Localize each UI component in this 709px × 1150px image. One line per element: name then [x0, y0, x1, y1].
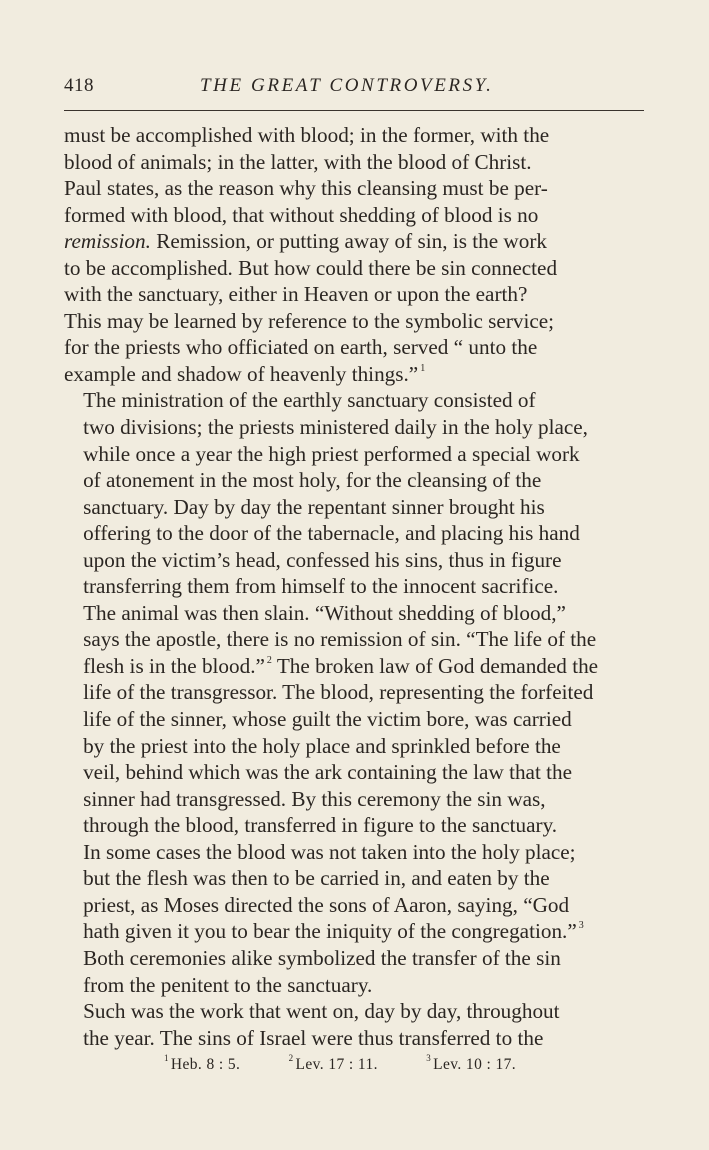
text-line: the year. The sins of Israel were thus transferred to the	[83, 1025, 544, 1050]
text-line: life of the transgressor. The blood, representing the forfeited	[83, 680, 594, 705]
text-line: Such was the work that went on, day by day, throughout	[83, 999, 560, 1024]
text-line	[64, 918, 647, 945]
text-line: with the sanctuary, either in Heaven or upon the earth?	[64, 282, 528, 307]
footnotes	[164, 1053, 560, 1074]
page-number: 418	[64, 75, 94, 96]
text-run: The broken law of God demanded the	[271, 653, 599, 678]
header-rule	[64, 110, 644, 111]
text-line: offering to the door of the tabernacle, and placing his hand	[83, 521, 580, 546]
text-line: veil, behind which was the ark containing the law that the	[83, 760, 573, 785]
running-header	[64, 75, 644, 105]
text-line: This may be learned by reference to the symbolic service;	[64, 308, 555, 333]
text-line	[64, 228, 647, 255]
footnote-marker[interactable]: 1	[420, 362, 426, 374]
text-line: by the priest into the holy place and sprinkled before the	[83, 733, 561, 758]
footnote	[426, 1053, 517, 1074]
text-line: priest, as Moses directed the sons of Aaron, saying, “God	[83, 892, 570, 917]
text-run: hath given it you to bear the iniquity of the congregation.”	[83, 919, 577, 944]
running-title: THE GREAT CONTROVERSY.	[200, 75, 494, 96]
text-line: while once a year the high priest performed a special work	[83, 441, 580, 466]
text-run: example and shadow of heavenly things.”	[64, 361, 419, 386]
text-line: The animal was then slain. “Without shedding of blood,”	[83, 600, 566, 625]
footnote-number: 3	[426, 1053, 432, 1063]
paragraph	[64, 122, 647, 387]
text-line: two divisions; the priests ministered daily in the holy place,	[83, 415, 588, 440]
text-run: flesh is in the blood.”	[83, 653, 265, 678]
text-line: of atonement in the most holy, for the cleansing of the	[83, 468, 542, 493]
italic-term: remission.	[64, 229, 151, 254]
text-line: but the flesh was then to be carried in, and eaten by the	[83, 866, 550, 891]
text-line: In some cases the blood was not taken into the holy place;	[83, 839, 576, 864]
text-line: sinner had transgressed. By this ceremony the sin was,	[83, 786, 546, 811]
text-line	[64, 653, 647, 680]
text-line: to be accomplished. But how could there be sin connected	[64, 255, 558, 280]
text-line: from the penitent to the sanctuary.	[83, 972, 373, 997]
text-line: says the apostle, there is no remission of sin. “The life of the	[83, 627, 597, 652]
footnote	[288, 1053, 378, 1074]
text-line: formed with blood, that without shedding of blood is no	[64, 202, 539, 227]
text-line: The ministration of the earthly sanctuary consisted of	[83, 388, 536, 413]
body-text	[64, 122, 647, 1051]
paragraph	[64, 998, 647, 1051]
text-line: transferring them from himself to the innocent sacrifice.	[83, 574, 559, 599]
text-line: through the blood, transferred in figure to the sanctuary.	[83, 813, 558, 838]
text-line: Both ceremonies alike symbolized the transfer of the sin	[83, 945, 561, 970]
text-line: sanctuary. Day by day the repentant sinner brought his	[83, 494, 545, 519]
text-line: for the priests who officiated on earth, served “ unto the	[64, 335, 538, 360]
text-line: Paul states, as the reason why this cleansing must be per-	[64, 176, 548, 201]
footnote-number: 2	[288, 1053, 294, 1063]
text-line: must be accomplished with blood; in the former, with the	[64, 123, 550, 147]
footnote-marker[interactable]: 2	[266, 654, 272, 666]
footnote-reference: Lev. 17 : 11.	[295, 1056, 378, 1073]
footnote-reference: Lev. 10 : 17.	[433, 1056, 517, 1073]
text-line	[64, 361, 647, 388]
paragraph	[64, 387, 647, 998]
text-line: upon the victim’s head, confessed his sins, thus in figure	[83, 547, 562, 572]
footnote-reference: Heb. 8 : 5.	[170, 1056, 241, 1073]
footnote-marker[interactable]: 3	[578, 920, 584, 932]
text-line: blood of animals; in the latter, with the blood of Christ.	[64, 149, 532, 174]
text-run: Remission, or putting away of sin, is the work	[150, 229, 547, 254]
footnote-number: 1	[164, 1053, 169, 1063]
footnote	[164, 1053, 241, 1074]
text-line: life of the sinner, whose guilt the victim bore, was carried	[83, 707, 572, 732]
